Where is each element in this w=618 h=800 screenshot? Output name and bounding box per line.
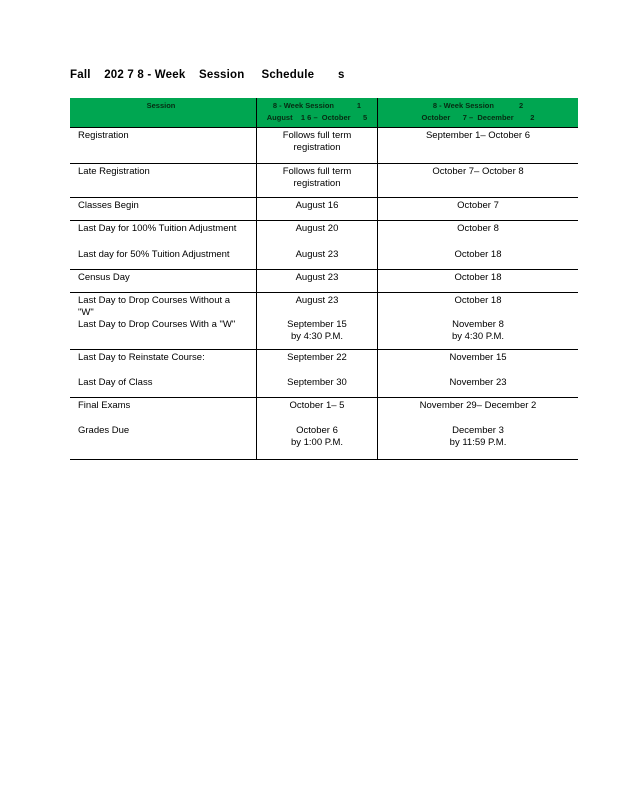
table-header-row [70,98,578,128]
table-row-classes-begin [70,198,578,221]
session1-value: August 23 [295,249,339,260]
session1-value: September 15 [287,319,347,330]
event-label: Grades Due [78,425,130,436]
header-session2-dates: October 7 – December 2 [421,113,535,122]
session1-value: Follows full term [282,166,352,177]
event-label-cell [70,164,257,197]
session1-value: registration [293,178,341,189]
session1-value: registration [293,142,341,153]
event-label-cell [70,398,257,459]
schedule-table [70,98,578,460]
session2-value-cell [378,350,578,397]
page-title: Fall 202 7 8 - Week Session Schedule s [70,69,345,81]
session1-value-cell [257,128,378,163]
event-label-cell [70,293,257,349]
table-row-tuition-adjustment [70,221,578,270]
table-row-registration [70,128,578,164]
event-label [78,295,252,319]
session2-value-cell [378,270,578,292]
session2-value: December 3 [452,425,504,436]
event-label-cell [70,270,257,292]
session2-value-cell [378,293,578,349]
table-row-drop-courses [70,293,578,350]
table-row-census-day [70,270,578,293]
session2-value: October 7 [457,200,499,211]
event-label: Last Day of Class [78,377,153,388]
table-row-late-registration [70,164,578,198]
session1-value: August 23 [295,295,339,306]
session1-value: September 22 [287,352,347,363]
event-label-cell [70,350,257,397]
session1-value-cell [257,164,378,197]
session1-value: August 16 [295,200,339,211]
session2-value-cell [378,198,578,220]
header-session-label: Session [146,101,176,110]
session2-value: November 23 [449,377,507,388]
session2-value: November 15 [449,352,507,363]
event-label: Last Day to Drop Courses With a "W" [78,319,236,330]
session2-value: October 18 [454,272,502,283]
header-session2-title: 8 - Week Session 2 [432,101,524,110]
session1-value: Follows full term [282,130,352,141]
header-session-column [70,98,257,127]
session2-value-cell [378,221,578,269]
event-label: Classes Begin [78,200,139,211]
session2-value: September 1– October 6 [425,130,531,141]
session2-value: by 11:59 P.M. [449,437,507,448]
event-label: Census Day [78,272,130,283]
session2-value: November 8 [452,319,504,330]
session1-value-cell [257,398,378,459]
session1-value-cell [257,198,378,220]
session2-value-cell [378,398,578,459]
event-label-cell [70,198,257,220]
session2-value: by 4:30 P.M. [451,331,505,342]
header-session1-dates: August 1 6 – October 5 [266,113,368,122]
session2-value: October 7– October 8 [432,166,524,177]
session1-value: by 1:00 P.M. [290,437,344,448]
session1-value-cell [257,270,378,292]
header-session1-column [257,98,378,127]
session2-value-cell [378,164,578,197]
session2-value: November 29– December 2 [419,400,537,411]
event-label-cell [70,128,257,163]
session1-value: October 1– 5 [289,400,345,411]
session1-value: August 20 [295,223,339,234]
event-label: Final Exams [78,400,131,411]
session1-value-cell [257,293,378,349]
event-label: Last day for 50% Tuition Adjustment [78,249,230,260]
event-label: Late Registration [78,166,150,177]
session1-value: August 23 [295,272,339,283]
event-label: Last Day to Reinstate Course: [78,352,205,363]
table-row-finals-grades [70,398,578,460]
session2-value: October 18 [454,295,502,306]
session1-value: October 6 [296,425,338,436]
session2-value: October 18 [454,249,502,260]
session1-value: September 30 [287,377,347,388]
event-label-line: Last Day to Drop Courses Without a [78,295,231,306]
session1-value: by 4:30 P.M. [290,331,344,342]
event-label-cell [70,221,257,269]
session2-value: October 8 [457,223,499,234]
table-row-reinstate-lastday [70,350,578,398]
header-session1-title: 8 - Week Session 1 [272,101,362,110]
header-session2-column [378,98,578,127]
event-label-line: "W" [78,307,94,318]
event-label: Registration [78,130,129,141]
session2-value-cell [378,128,578,163]
session1-value-cell [257,350,378,397]
session1-value-cell [257,221,378,269]
event-label: Last Day for 100% Tuition Adjustment [78,223,237,234]
